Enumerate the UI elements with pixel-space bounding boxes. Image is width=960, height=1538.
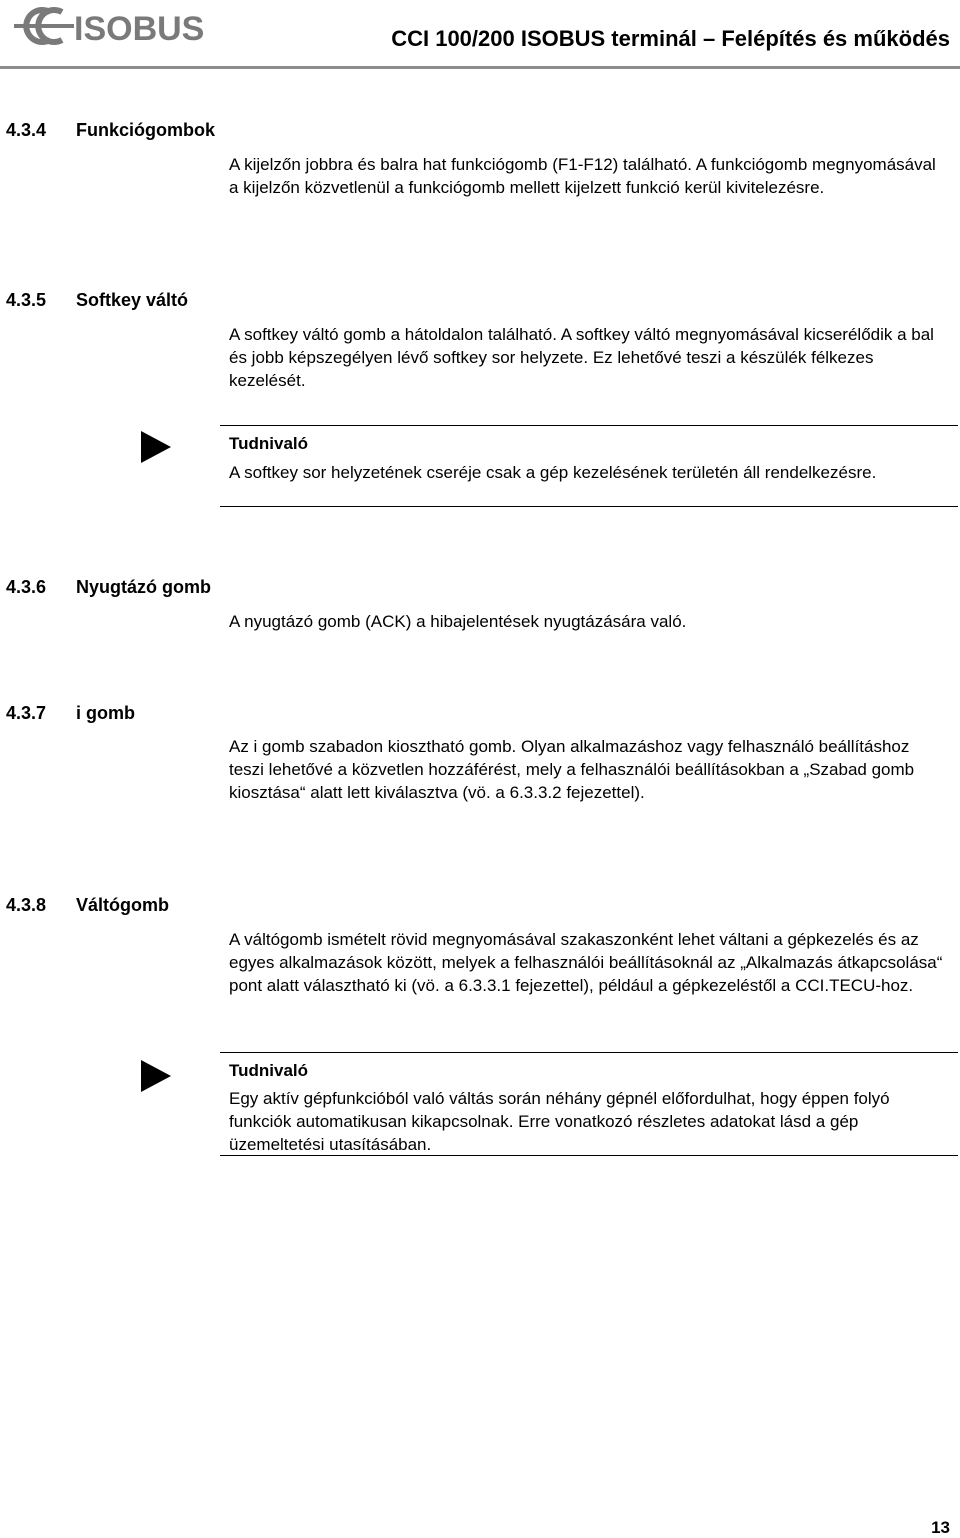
note-arrow-icon	[141, 431, 171, 463]
section-number: 4.3.6	[6, 577, 47, 597]
note-bottom-rule	[220, 1155, 958, 1156]
document-title: CCI 100/200 ISOBUS terminál – Felépítés és működés	[391, 26, 950, 51]
page-number: 13	[931, 1518, 950, 1537]
section-title: Nyugtázó gomb	[76, 577, 211, 597]
section-title: i gomb	[76, 703, 135, 723]
section-number: 4.3.5	[6, 290, 47, 310]
note-bottom-rule	[220, 506, 958, 507]
note-title: Tudnivaló	[229, 434, 309, 453]
section-body: A softkey váltó gomb a hátoldalon található. A softkey váltó megnyomásával kicserélődik a bal és jobb képszegélyen lévő softkey sor helyzete. Ez lehetővé teszi a készülék félkezes kezelését.	[229, 325, 934, 390]
note-text: A softkey sor helyzetének cseréje csak a gép kezelésének területén áll rendelkezésre.	[229, 463, 877, 482]
header-divider	[0, 66, 960, 69]
svg-text:ISOBUS: ISOBUS	[74, 10, 205, 48]
section-title: Funkciógombok	[76, 120, 215, 140]
section-number: 4.3.8	[6, 895, 47, 915]
section-title: Váltógomb	[76, 895, 169, 915]
note-top-rule	[220, 425, 958, 426]
section-body: A nyugtázó gomb (ACK) a hibajelentések nyugtázására való.	[229, 612, 687, 631]
section-body: Az i gomb szabadon kiosztható gomb. Olyan alkalmazáshoz vagy felhasználó beállításhoz teszi lehetővé a közvetlen hozzáférést, mely a felhasználói beállításokban a „Szabad gomb kiosztása“ alatt lett kiválasztva (vö. a 6.3.3.2 fejezettel).	[229, 737, 915, 802]
note-title: Tudnivaló	[229, 1061, 309, 1080]
section-title: Softkey váltó	[76, 290, 189, 310]
note-box	[0, 1052, 960, 1162]
note-top-rule	[220, 1052, 958, 1053]
section-number: 4.3.7	[6, 703, 47, 723]
section-number: 4.3.4	[6, 120, 47, 140]
note-text: Egy aktív gépfunkcióból való váltás során néhány gépnél előfordulhat, hogy éppen folyó funkciók automatikusan kikapcsolnak. Erre vonatkozó részletes adatokat lásd a gép üzemeltetési utasításában.	[229, 1089, 890, 1154]
note-arrow-icon	[141, 1060, 171, 1092]
section-body: A kijelzőn jobbra és balra hat funkciógomb (F1-F12) található. A funkciógomb megnyomásával a kijelzőn közvetlenül a funkciógomb mellett kijelzett funkció kerül kivitelezésre.	[229, 155, 936, 197]
note-box	[0, 425, 960, 510]
section-body: A váltógomb ismételt rövid megnyomásával szakaszonként lehet váltani a gépkezelés és az egyes alkalmazások között, melyek a felhasználói beállításoknál az „Alkalmazás átkapcsolása“ pont alatt választható ki (vö. a 6.3.3.1 fejezettel), például a gépkezeléstől a CCI.TECU-hoz.	[229, 930, 943, 995]
ccisobus-logo	[10, 4, 220, 48]
